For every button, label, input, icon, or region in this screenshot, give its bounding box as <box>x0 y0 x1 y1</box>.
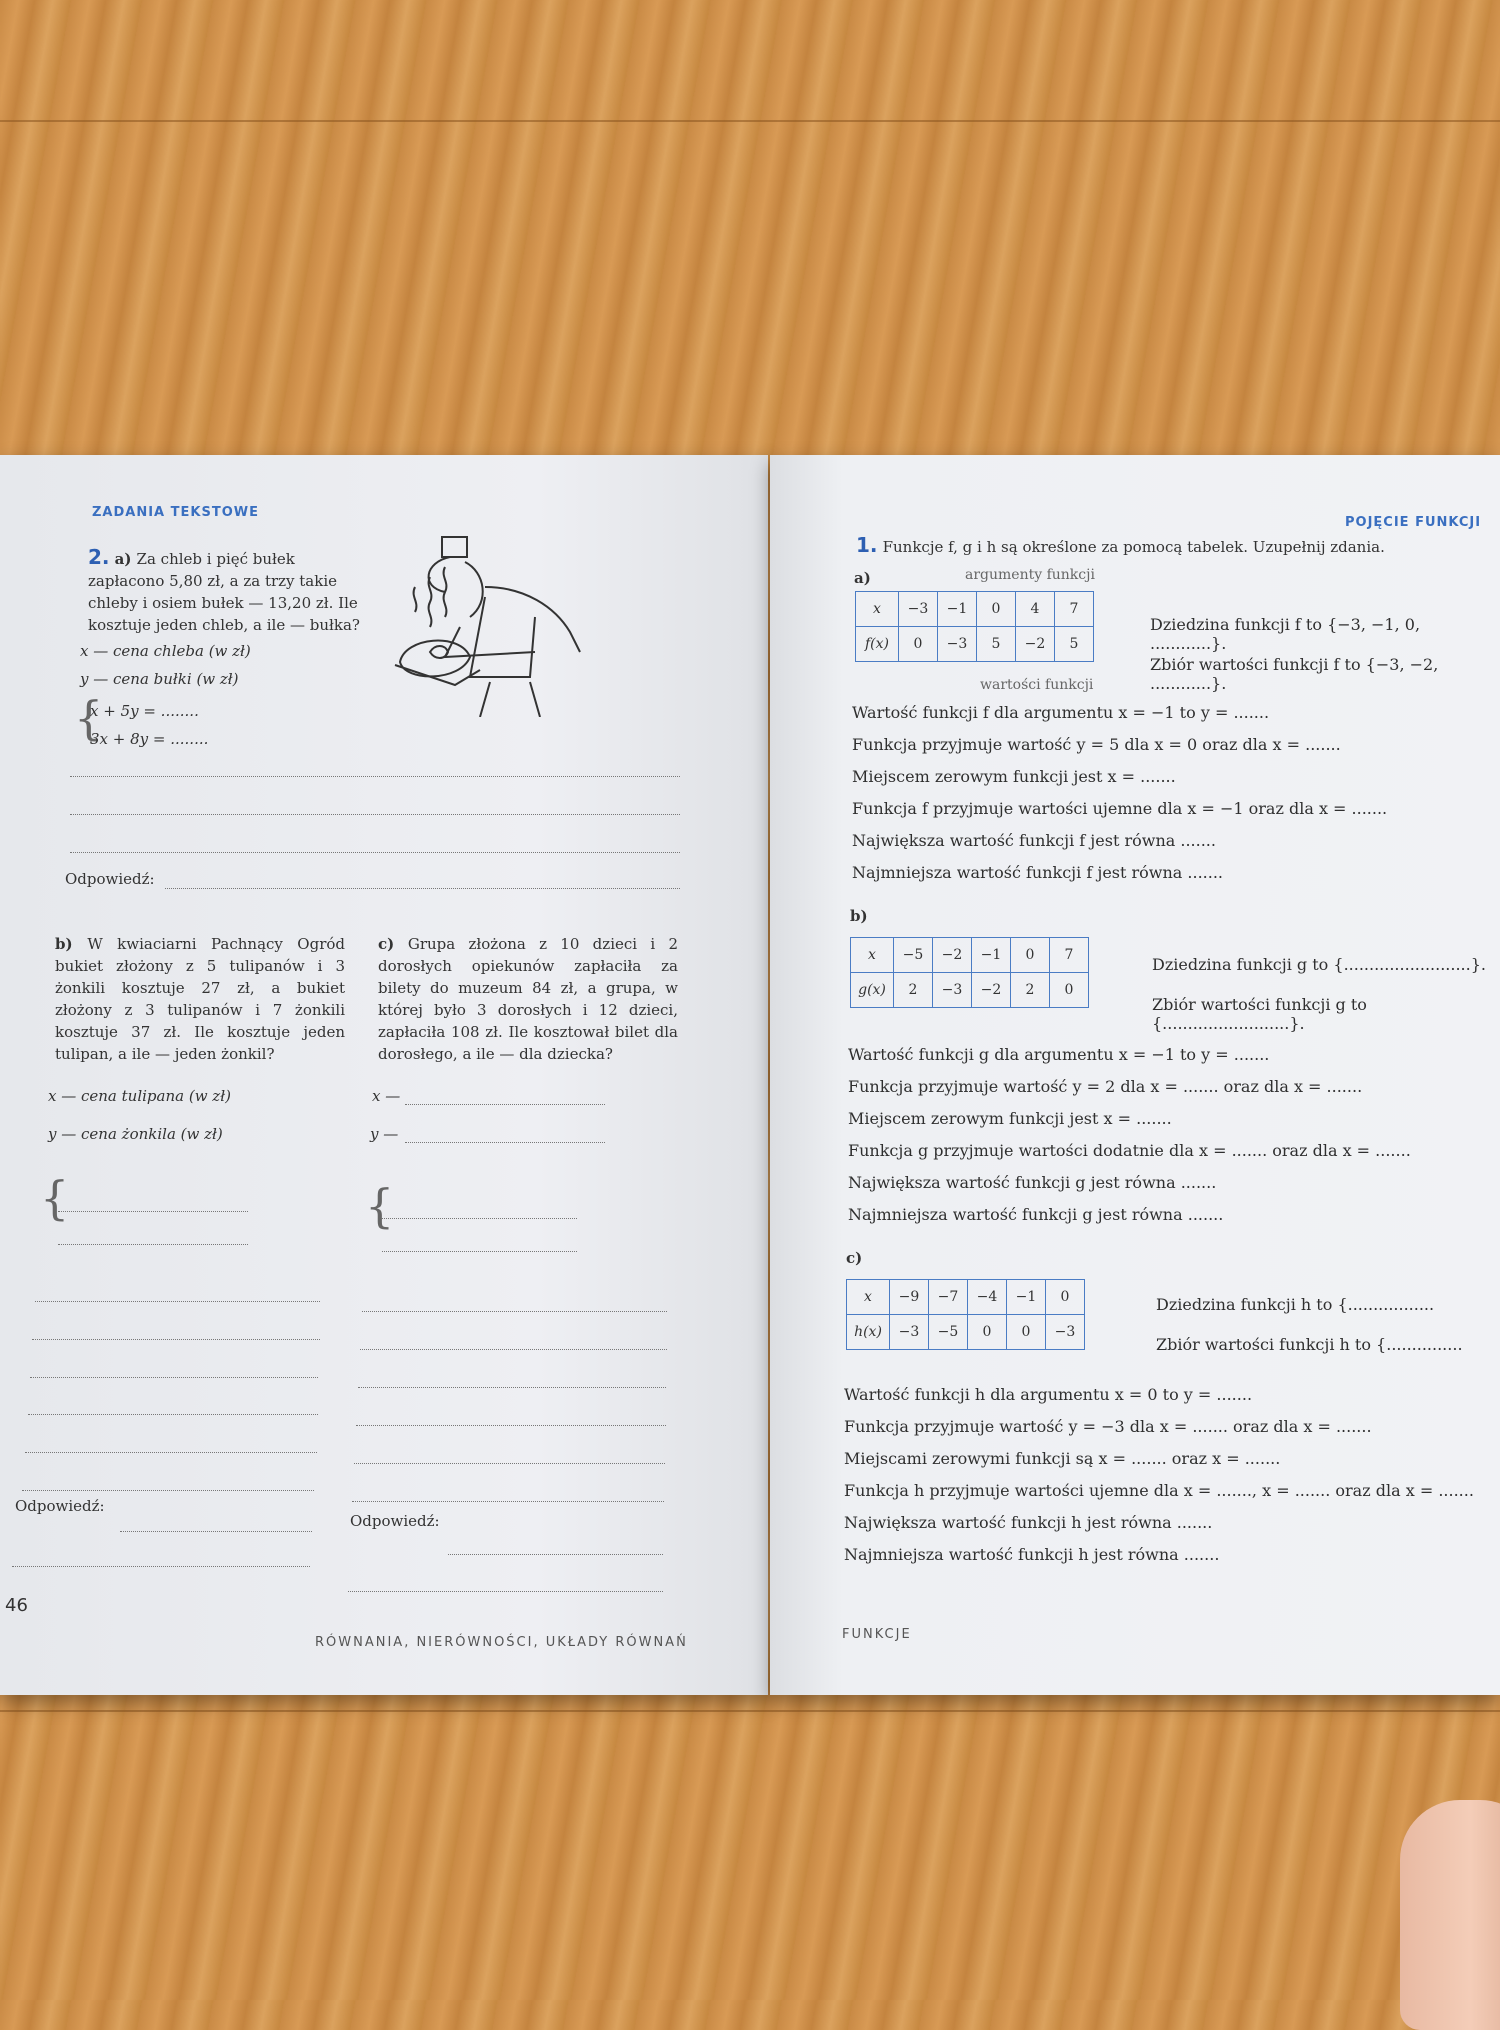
table-cell: 0 <box>899 627 938 662</box>
domain-f[interactable]: Dziedzina funkcji f to {−3, −1, 0, ............}. <box>1150 615 1421 653</box>
subtask-label: c) <box>378 935 395 953</box>
answer-line[interactable] <box>30 1376 318 1378</box>
subtask-c-label: c) <box>846 1249 863 1267</box>
sentence-b-5[interactable]: Największa wartość funkcji g jest równa ....... <box>848 1173 1217 1192</box>
table-cell: −1 <box>938 592 977 627</box>
sentence-b-2[interactable]: Funkcja przyjmuje wartość y = 2 dla x = ....... oraz dla x = ....... <box>848 1077 1363 1096</box>
table-cell: 2 <box>894 973 933 1008</box>
right-footer: FUNKCJE <box>842 1627 912 1642</box>
table-cell: x <box>856 592 899 627</box>
sentence-c-4[interactable]: Funkcja h przyjmuje wartości ujemne dla x = ......., x = ....... oraz dla x = ....... <box>844 1481 1474 1500</box>
equation-line[interactable] <box>382 1250 577 1252</box>
sentence-b-4[interactable]: Funkcja g przyjmuje wartości dodatnie dla x = ....... oraz dla x = ....... <box>848 1141 1411 1160</box>
table-cell: f(x) <box>856 627 899 662</box>
table-cell: −2 <box>933 938 972 973</box>
table-cell: 7 <box>1055 592 1094 627</box>
hint-values: wartości funkcji <box>980 677 1094 693</box>
table-cell: x <box>851 938 894 973</box>
subtask-label: b) <box>55 935 73 953</box>
answer-line[interactable] <box>352 1500 664 1502</box>
table-cell: g(x) <box>851 973 894 1008</box>
subtask-label: a) <box>114 550 132 568</box>
range-f[interactable]: Zbiór wartości funkcji f to {−3, −2, ............}. <box>1150 655 1439 693</box>
sentence-a-5[interactable]: Największa wartość funkcji f jest równa ....... <box>852 831 1216 850</box>
equation-line[interactable] <box>58 1243 248 1245</box>
table-cell: −4 <box>968 1280 1007 1315</box>
var-x-line[interactable] <box>405 1103 605 1105</box>
task-2c <box>378 933 678 1065</box>
subtask-b-label: b) <box>850 907 868 925</box>
sentence-a-3[interactable]: Miejscem zerowym funkcji jest x = ....... <box>852 767 1176 786</box>
table-cell: 0 <box>1007 1315 1046 1350</box>
baker-illustration <box>390 517 690 717</box>
var-x: x — cena tulipana (w zł) <box>48 1087 231 1105</box>
table-cell: −3 <box>1046 1315 1085 1350</box>
task-2b <box>55 933 345 1065</box>
task-2c-text: Grupa złożona z 10 dzieci i 2 dorosłych opiekunów zapłaciła za bilety do muzeum 84 zł, a grupa, w której było 3 dorosłych i 12 dzieci, zapłaciła 108 zł. Ile kosztował bilet dla dorosłego, a ile — dla dziecka? <box>378 935 678 1063</box>
table-cell: 5 <box>1055 627 1094 662</box>
table-cell: −5 <box>894 938 933 973</box>
equation-2[interactable]: 3x + 8y = ........ <box>90 730 209 748</box>
left-header: ZADANIA TEKSTOWE <box>92 505 259 520</box>
domain-g[interactable]: Dziedzina funkcji g to {.........................}. <box>1152 955 1486 974</box>
task-2a-text: Za chleb i pięć bułek zapłacono 5,80 zł, a za trzy takie chleby i osiem bułek — 13,20 zł. Ile kosztuje jeden chleb, a ile — bułka? <box>88 550 360 634</box>
right-header: POJĘCIE FUNKCJI <box>1345 515 1482 530</box>
answer-line[interactable] <box>22 1489 314 1491</box>
page-number: 46 <box>5 1595 28 1616</box>
table-cell: h(x) <box>847 1315 890 1350</box>
answer-line[interactable] <box>25 1451 317 1453</box>
sentence-a-4[interactable]: Funkcja f przyjmuje wartości ujemne dla x = −1 oraz dla x = ....... <box>852 799 1388 818</box>
answer-line[interactable] <box>356 1424 666 1426</box>
table-cell: 7 <box>1050 938 1089 973</box>
answer-label: Odpowiedź: <box>15 1497 105 1515</box>
right-page <box>770 455 1500 1695</box>
task-number: 1. <box>856 533 878 557</box>
range-h[interactable]: Zbiór wartości funkcji h to {............... <box>1156 1335 1463 1354</box>
table-cell: −3 <box>933 973 972 1008</box>
table-cell: x <box>847 1280 890 1315</box>
equation-line[interactable] <box>58 1210 248 1212</box>
table-cell: 5 <box>977 627 1016 662</box>
answer-line[interactable] <box>28 1413 318 1415</box>
sentence-b-6[interactable]: Najmniejsza wartość funkcji g jest równa ....... <box>848 1205 1224 1224</box>
table-cell: 0 <box>1050 973 1089 1008</box>
domain-h[interactable]: Dziedzina funkcji h to {................. <box>1156 1295 1435 1314</box>
answer-line[interactable] <box>448 1553 663 1555</box>
task-2a <box>88 545 363 636</box>
task-1-text: Funkcje f, g i h są określone za pomocą tabelek. Uzupełnij zdania. <box>882 538 1385 556</box>
table-f <box>855 591 1094 662</box>
table-cell: 0 <box>1011 938 1050 973</box>
table-cell: −3 <box>938 627 977 662</box>
table-cell: 0 <box>977 592 1016 627</box>
answer-line[interactable] <box>165 887 680 889</box>
var-y: y — cena bułki (w zł) <box>80 670 239 688</box>
var-x: x — cena chleba (w zł) <box>80 642 251 660</box>
left-page <box>0 455 768 1695</box>
table-cell: −3 <box>899 592 938 627</box>
table-cell: −1 <box>1007 1280 1046 1315</box>
table-cell: −2 <box>1016 627 1055 662</box>
table-cell: −5 <box>929 1315 968 1350</box>
task-1-intro <box>856 533 1456 558</box>
answer-line[interactable] <box>70 775 680 777</box>
answer-line[interactable] <box>70 813 680 815</box>
equation-line[interactable] <box>382 1217 577 1219</box>
answer-line[interactable] <box>358 1386 666 1388</box>
sentence-a-2[interactable]: Funkcja przyjmuje wartość y = 5 dla x = 0 oraz dla x = ....... <box>852 735 1341 754</box>
table-cell: −9 <box>890 1280 929 1315</box>
table-cell: 0 <box>968 1315 1007 1350</box>
table-g <box>850 937 1089 1008</box>
table-cell: 4 <box>1016 592 1055 627</box>
var-y: y — cena żonkila (w zł) <box>48 1125 223 1143</box>
floor-line <box>0 120 1500 122</box>
task-number: 2. <box>88 545 110 569</box>
answer-line[interactable] <box>120 1530 312 1532</box>
answer-line[interactable] <box>354 1462 665 1464</box>
table-cell: −2 <box>972 973 1011 1008</box>
range-g[interactable]: Zbiór wartości funkcji g to {.........................}. <box>1152 995 1367 1033</box>
answer-line[interactable] <box>360 1348 667 1350</box>
table-cell: 2 <box>1011 973 1050 1008</box>
answer-line[interactable] <box>348 1590 663 1592</box>
left-footer: RÓWNANIA, NIERÓWNOŚCI, UKŁADY RÓWNAŃ <box>315 1635 688 1650</box>
system-brace: { <box>40 1171 70 1225</box>
answer-line[interactable] <box>32 1338 320 1340</box>
subtask-a-label: a) <box>854 569 871 587</box>
sentence-a-1[interactable]: Wartość funkcji f dla argumentu x = −1 to y = ....... <box>852 703 1270 722</box>
system-brace: { <box>74 691 104 745</box>
sentence-c-3[interactable]: Miejscami zerowymi funkcji są x = ....... oraz x = ....... <box>844 1449 1281 1468</box>
thumb <box>1400 1800 1500 2030</box>
answer-label: Odpowiedź: <box>350 1512 440 1530</box>
answer-line[interactable] <box>70 851 680 853</box>
sentence-c-2[interactable]: Funkcja przyjmuje wartość y = −3 dla x = ....... oraz dla x = ....... <box>844 1417 1372 1436</box>
floor-line <box>0 1710 1500 1712</box>
task-2b-text: W kwiaciarni Pachnący Ogród bukiet złożony z 5 tulipanów i 3 żonkili kosztuje 27 zł, a bukiet złożony z 3 tulipanów i 7 żonkili kosztuje 37 zł. Ile kosztuje jeden tulipan, a ile — jeden żonkil? <box>55 935 346 1063</box>
table-h <box>846 1279 1085 1350</box>
var-y-line[interactable] <box>405 1141 605 1143</box>
table-cell: −1 <box>972 938 1011 973</box>
hint-arguments: argumenty funkcji <box>965 567 1095 583</box>
equation-1[interactable]: x + 5y = ........ <box>90 702 199 720</box>
sentence-c-1[interactable]: Wartość funkcji h dla argumentu x = 0 to y = ....... <box>844 1385 1253 1404</box>
answer-line[interactable] <box>362 1310 667 1312</box>
sentence-c-6[interactable]: Najmniejsza wartość funkcji h jest równa ....... <box>844 1545 1220 1564</box>
sentence-b-1[interactable]: Wartość funkcji g dla argumentu x = −1 to y = ....... <box>848 1045 1270 1064</box>
var-y: y — <box>370 1125 399 1143</box>
table-cell: 0 <box>1046 1280 1085 1315</box>
var-x: x — <box>372 1087 401 1105</box>
table-cell: −3 <box>890 1315 929 1350</box>
sentence-c-5[interactable]: Największa wartość funkcji h jest równa ....... <box>844 1513 1213 1532</box>
answer-line[interactable] <box>35 1300 320 1302</box>
answer-label: Odpowiedź: <box>65 870 155 888</box>
sentence-a-6[interactable]: Najmniejsza wartość funkcji f jest równa ....... <box>852 863 1224 882</box>
answer-line[interactable] <box>12 1565 310 1567</box>
table-cell: −7 <box>929 1280 968 1315</box>
system-brace: { <box>365 1179 395 1233</box>
sentence-b-3[interactable]: Miejscem zerowym funkcji jest x = ....... <box>848 1109 1172 1128</box>
